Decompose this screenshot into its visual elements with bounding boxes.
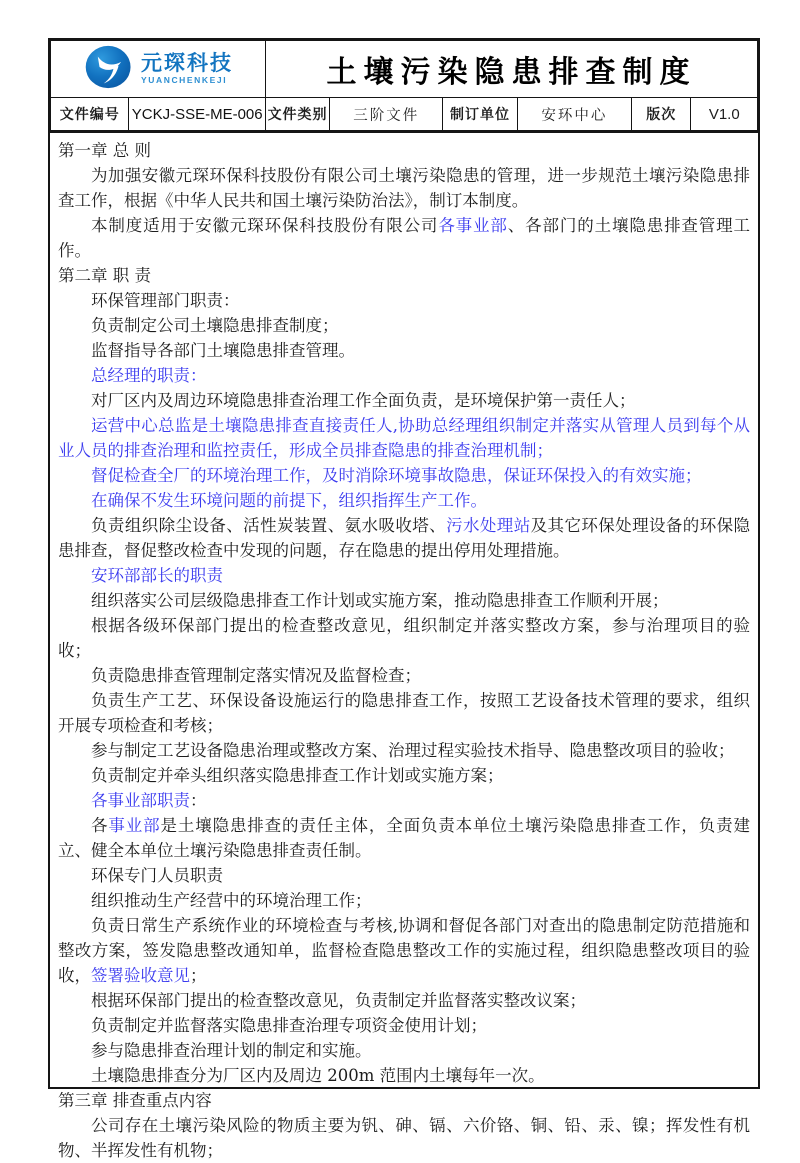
paragraph (58, 788, 750, 813)
paragraph (58, 388, 750, 413)
text-run: 签署验收意见 (91, 966, 190, 985)
paragraph (58, 763, 750, 788)
text-run: 安环部部长的职责 (91, 566, 223, 585)
paragraph (58, 463, 750, 488)
text-run: 负责生产工艺、环保设备设施运行的隐患排查工作，按照工艺设备技术管理的要求，组织开展专项检查和考核； (58, 691, 750, 735)
paragraph (58, 513, 750, 563)
company-logo-icon (83, 42, 135, 96)
paragraph (58, 563, 750, 588)
text-run: 参与制定工艺设备隐患治理或整改方案、治理过程实验技术指导、隐患整改项目的验收； (91, 741, 735, 760)
paragraph (58, 988, 750, 1013)
doc-category-label: 文件类别 (265, 98, 329, 132)
text-run: 参与隐患排查治理计划的制定和实施。 (91, 1041, 372, 1060)
paragraph (58, 313, 750, 338)
text-run: 负责制定公司土壤隐患排查制度； (91, 316, 339, 335)
document-header-table (50, 40, 758, 133)
paragraph (58, 338, 750, 363)
text-run: 是土壤隐患排查的责任主体，全面负责本单位土壤污染隐患排查工作，负责建立、健全本单位土壤污染隐患排查责任制。 (58, 816, 751, 860)
text-run: 、各部门的土壤隐患排查管理工作。 (58, 216, 751, 260)
document-frame (48, 38, 760, 1160)
issuing-unit-value: 安环中心 (517, 98, 632, 132)
text-run: 为加强安徽元琛环保科技股份有限公司土壤污染隐患的管理，进一步规范土壤污染隐患排查工作，根据《中华人民共和国土壤污染防治法》，制订本制度。 (58, 166, 750, 210)
paragraph (58, 588, 750, 613)
chapter-heading (58, 138, 750, 163)
text-run: 对厂区内及周边环境隐患排查治理工作全面负责，是环境保护第一责任人； (91, 391, 636, 410)
paragraph (58, 288, 750, 313)
text-run: 环保专门人员职责 (91, 866, 223, 885)
text-run: ； (190, 966, 207, 985)
paragraph (58, 488, 750, 513)
text-run: 监督指导各部门土壤隐患排查管理。 (91, 341, 355, 360)
text-run: 第三章 排查重点内容 (58, 1091, 212, 1110)
text-run: 各 (91, 816, 109, 835)
paragraph (58, 213, 750, 263)
text-run: 本制度适用于安徽元琛环保科技股份有限公司 (91, 216, 439, 235)
company-name: 元琛科技 (140, 51, 233, 76)
paragraph (58, 1113, 750, 1163)
text-run: 第二章 职 责 (58, 266, 151, 285)
doc-number-value: YCKJ-SSE-ME-006 (129, 98, 265, 132)
paragraph (58, 363, 750, 388)
logo-cell (51, 41, 266, 98)
document-body (50, 133, 758, 1160)
text-run: 事业部 (108, 816, 161, 835)
text-run: 根据环保部门提出的检查整改意见，负责制定并监督落实整改议案； (91, 991, 586, 1010)
issuing-unit-label: 制订单位 (443, 98, 517, 132)
text-run: 各事业部职责 (91, 791, 190, 810)
doc-number-label: 文件编号 (51, 98, 129, 132)
paragraph (58, 413, 750, 463)
paragraph (58, 913, 750, 988)
text-run: 公司存在土壤污染风险的物质主要为钒、砷、镉、六价铬、铜、铅、汞、镍；挥发性有机物、半挥发性有机物； (58, 1116, 750, 1160)
chapter-heading (58, 1088, 750, 1113)
text-run: 总经理的职责： (91, 366, 207, 385)
text-run: 运营中心总监是土壤隐患排查直接责任人,协助总经理组织制定并落实从管理人员到每个从业人员的排查治理和监控责任，形成全员排查隐患的排查治理机制； (58, 416, 750, 460)
text-run: 负责日常生产系统作业的环境检查与考核,协调和督促各部门对查出的隐患制定防范措施和整改方案，签发隐患整改通知单，监督检查隐患整改工作的实施过程，组织隐患整改项目的验收， (58, 916, 750, 985)
text-run: ： (190, 791, 207, 810)
paragraph (58, 863, 750, 888)
paragraph (58, 688, 750, 738)
text-run: 负责制定并监督落实隐患排查治理专项资金使用计划； (91, 1016, 487, 1035)
text-run: 污水处理站 (446, 516, 531, 535)
text-run: 根据各级环保部门提出的检查整改意见，组织制定并落实整改方案，参与治理项目的验收； (58, 616, 750, 660)
paragraph (58, 813, 750, 863)
text-run: 负责隐患排查管理制定落实情况及监督检查； (91, 666, 421, 685)
paragraph (58, 738, 750, 763)
text-run: 负责组织除尘设备、活性炭装置、氨水吸收塔、 (91, 516, 447, 535)
paragraph (58, 888, 750, 913)
text-run: 负责制定并牵头组织落实隐患排查工作计划或实施方案； (91, 766, 504, 785)
paragraph (58, 163, 750, 213)
chapter-heading (58, 263, 750, 288)
title-cell (265, 41, 757, 98)
text-run: 在确保不发生环境问题的前提下，组织指挥生产工作。 (91, 491, 487, 510)
text-run: 组织落实公司层级隐患排查工作计划或实施方案，推动隐患排查工作顺利开展； (91, 591, 669, 610)
doc-category-value: 三阶文件 (330, 98, 443, 132)
text-run: 第一章 总 则 (58, 141, 151, 160)
paragraph (58, 663, 750, 688)
company-name-en: YUANCHENKEJI (140, 75, 228, 86)
paragraph (58, 1063, 750, 1088)
text-run: 督促检查全厂的环境治理工作，及时消除环境事故隐患，保证环保投入的有效实施； (91, 466, 702, 485)
document-title: 土壤污染隐患排查制度 (326, 55, 697, 90)
paragraph (58, 1013, 750, 1038)
paragraph (58, 1038, 750, 1063)
text-run: 土壤隐患排查分为厂区内及周边 200m 范围内土壤每年一次。 (91, 1066, 545, 1085)
text-run: 各事业部 (438, 216, 508, 235)
version-value: V1.0 (691, 98, 758, 132)
version-label: 版次 (632, 98, 691, 132)
text-run: 及其它环保处理设备的环保隐患排查，督促整改检查中发现的问题，存在隐患的提出停用处理措施。 (58, 516, 751, 560)
text-run: 环保管理部门职责： (91, 291, 240, 310)
paragraph (58, 613, 750, 663)
text-run: 组织推动生产经营中的环境治理工作； (91, 891, 372, 910)
